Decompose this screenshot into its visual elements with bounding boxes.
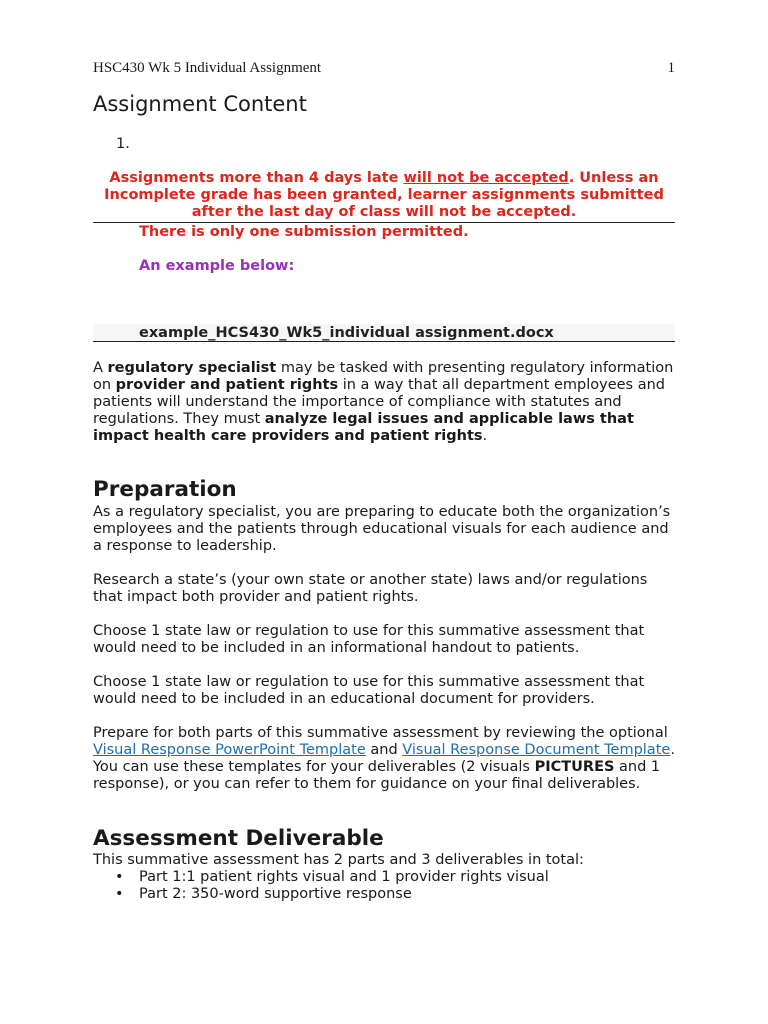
list-item	[93, 886, 675, 903]
list-item	[93, 869, 675, 886]
page-header	[93, 60, 675, 77]
prep5-text-b: and	[365, 742, 403, 758]
warning-part2: . Unless an Incomplete grade has been granted, learner assignments submitted after the last day of class will not be accepted.	[104, 170, 664, 220]
list-item-text: Part 1:1 patient rights visual and 1 provider rights visual	[139, 869, 549, 885]
prep5-bold: PICTURES	[534, 759, 615, 775]
prep-paragraph-3: Choose 1 state law or regulation to use for this summative assessment that would need to be included in an informational handout to patients.	[93, 623, 645, 656]
content-heading: Assignment Content	[93, 92, 307, 116]
header-title: HSC430 Wk 5 Individual Assignment	[93, 60, 322, 76]
intro-paragraph	[93, 360, 675, 445]
powerpoint-template-link[interactable]: Visual Response PowerPoint Template	[93, 742, 366, 758]
prep5-text-d: and 1 response), or you can refer to them for guidance on your final deliverables.	[93, 759, 661, 792]
divider-top	[93, 222, 675, 223]
assessment-intro: This summative assessment has 2 parts and 3 deliverables in total:	[93, 852, 584, 868]
preparation-section	[93, 504, 675, 810]
preparation-heading: Preparation	[93, 477, 237, 502]
intro-text-1: A	[93, 360, 108, 376]
prep5-text-c: . You can use these templates for your deliverables (2 visuals	[93, 742, 675, 775]
late-policy-warning	[93, 170, 675, 221]
example-filename[interactable]: example_HCS430_Wk5_individual assignment.docx	[139, 325, 554, 341]
intro-bold-3: analyze legal issues and applicable laws that impact health care providers and patient rights	[93, 411, 634, 444]
bullet-icon: •	[115, 886, 124, 902]
intro-bold-1: regulatory specialist	[107, 360, 277, 376]
warning-underlined: will not be accepted	[403, 170, 569, 186]
prep5-text-a: Prepare for both parts of this summative assessment by reviewing the optional	[93, 725, 668, 741]
deliverables-list	[93, 869, 675, 903]
list-item-text: Part 2: 350-word supportive response	[139, 886, 412, 902]
numbered-item: 1.	[116, 136, 130, 152]
prep-paragraph-2: Research a state’s (your own state or another state) laws and/or regulations that impact both provider and patient rights.	[93, 572, 648, 605]
single-submission-note: There is only one submission permitted.	[139, 224, 469, 240]
prep-paragraph-4: Choose 1 state law or regulation to use for this summative assessment that would need to be included in an educational document for providers.	[93, 674, 645, 707]
page-number: 1	[667, 60, 675, 76]
prep-paragraph-1: As a regulatory specialist, you are preparing to educate both the organization’s employees and the patients through educational visuals for each audience and a response to leadership.	[93, 504, 671, 554]
intro-text-3: in a way that all department employees and patients will understand the importance of compliance with statutes and regulations. They must	[93, 377, 666, 427]
warning-part1: Assignments more than 4 days late	[109, 170, 404, 186]
intro-text-2: may be tasked with presenting regulatory information on	[93, 360, 674, 393]
bullet-icon: •	[115, 869, 124, 885]
prep-paragraph-5	[93, 725, 675, 793]
intro-bold-2: provider and patient rights	[115, 377, 339, 393]
divider-bottom	[93, 341, 675, 342]
document-template-link[interactable]: Visual Response Document Template	[402, 742, 671, 758]
example-label: An example below:	[139, 258, 295, 274]
assessment-heading: Assessment Deliverable	[93, 826, 384, 851]
intro-text-4: .	[482, 428, 488, 444]
